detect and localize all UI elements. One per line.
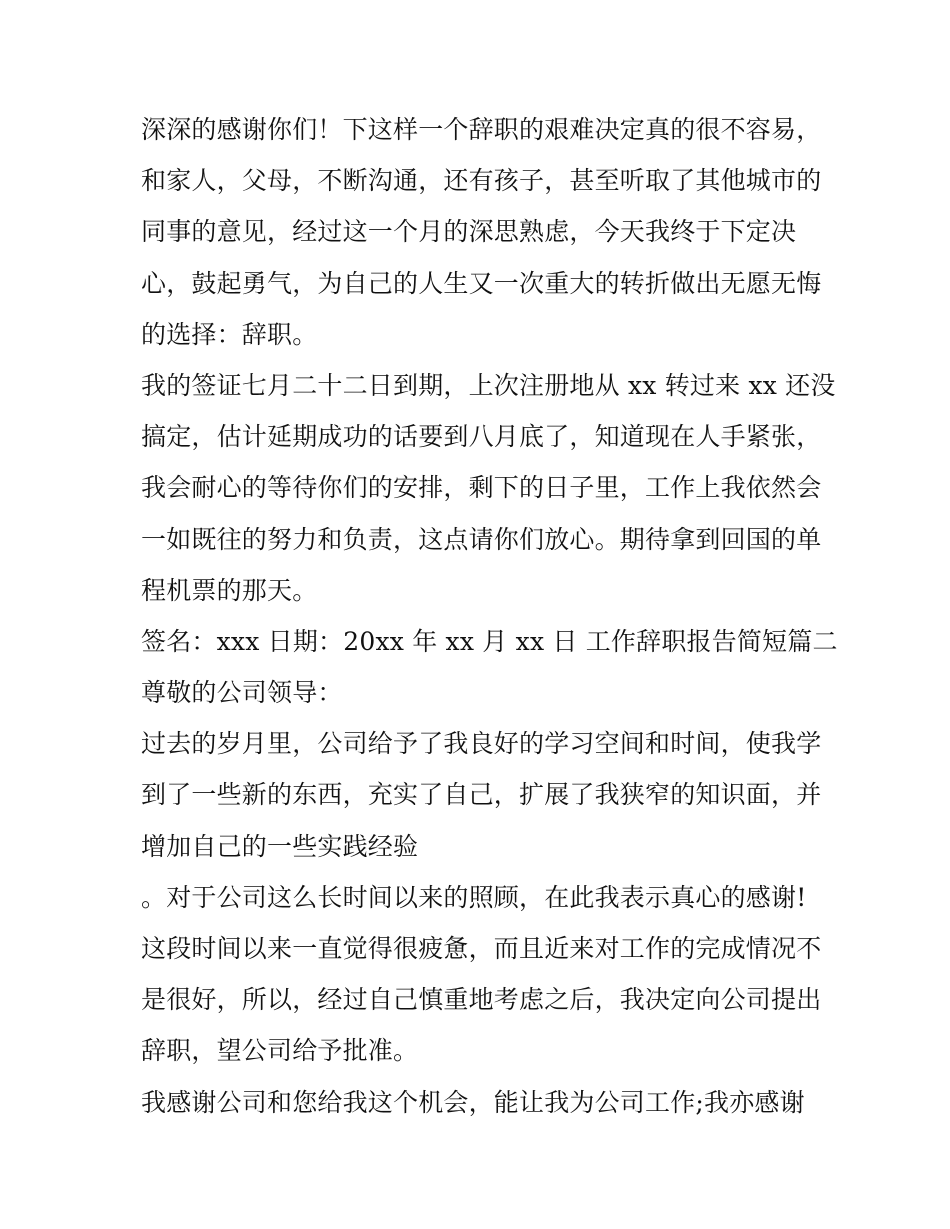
text-line: 搞定，估计延期成功的话要到八月底了，知道现在人手紧张， xyxy=(141,422,822,452)
text-line: 增加自己的一些实践经验 xyxy=(141,831,419,861)
text-line: 过去的岁月里，公司给予了我良好的学习空间和时间，使我学 xyxy=(141,729,822,759)
text-line: 我的签证七月二十二日到期，上次注册地从 xx 转过来 xx 还没 xyxy=(141,370,836,400)
document-body xyxy=(141,104,838,1128)
text-line: 同事的意见，经过这一个月的深思熟虑，今天我终于下定决 xyxy=(141,217,797,247)
text-line: 我感谢公司和您给我这个机会，能让我为公司工作;我亦感谢 xyxy=(141,1087,805,1117)
text-line: 这段时间以来一直觉得很疲惫，而且近来对工作的完成情况不 xyxy=(141,934,822,963)
signature-line: 签名：xxx 日期：20xx 年 xx 月 xx 日 工作辞职报告简短篇二 xyxy=(141,626,838,656)
text-line: 的选择：辞职。 xyxy=(141,319,318,349)
text-line: 深深的感谢你们！下这样一个辞职的艰难决定真的很不容易， xyxy=(141,115,822,144)
salutation-line: 尊敬的公司领导： xyxy=(141,678,343,708)
text-line: 心，鼓起勇气，为自己的人生又一次重大的转折做出无愿无悔 xyxy=(141,268,822,298)
text-line: 。对于公司这么长时间以来的照顾，在此我表示真心的感谢! xyxy=(141,882,807,912)
text-line: 辞职，望公司给予批准。 xyxy=(141,1036,419,1066)
text-line: 和家人，父母，不断沟通，还有孩子，甚至听取了其他城市的 xyxy=(141,166,822,196)
text-line: 一如既往的努力和负责，这点请你们放心。期待拿到回国的单 xyxy=(141,524,822,554)
text-line: 我会耐心的等待你们的安排，剩下的日子里，工作上我依然会 xyxy=(141,473,822,503)
text-line: 程机票的那天。 xyxy=(141,575,318,605)
text-line: 是很好，所以，经过自己慎重地考虑之后，我决定向公司提出 xyxy=(141,985,822,1015)
text-line: 到了一些新的东西，充实了自己，扩展了我狭窄的知识面，并 xyxy=(141,780,822,810)
